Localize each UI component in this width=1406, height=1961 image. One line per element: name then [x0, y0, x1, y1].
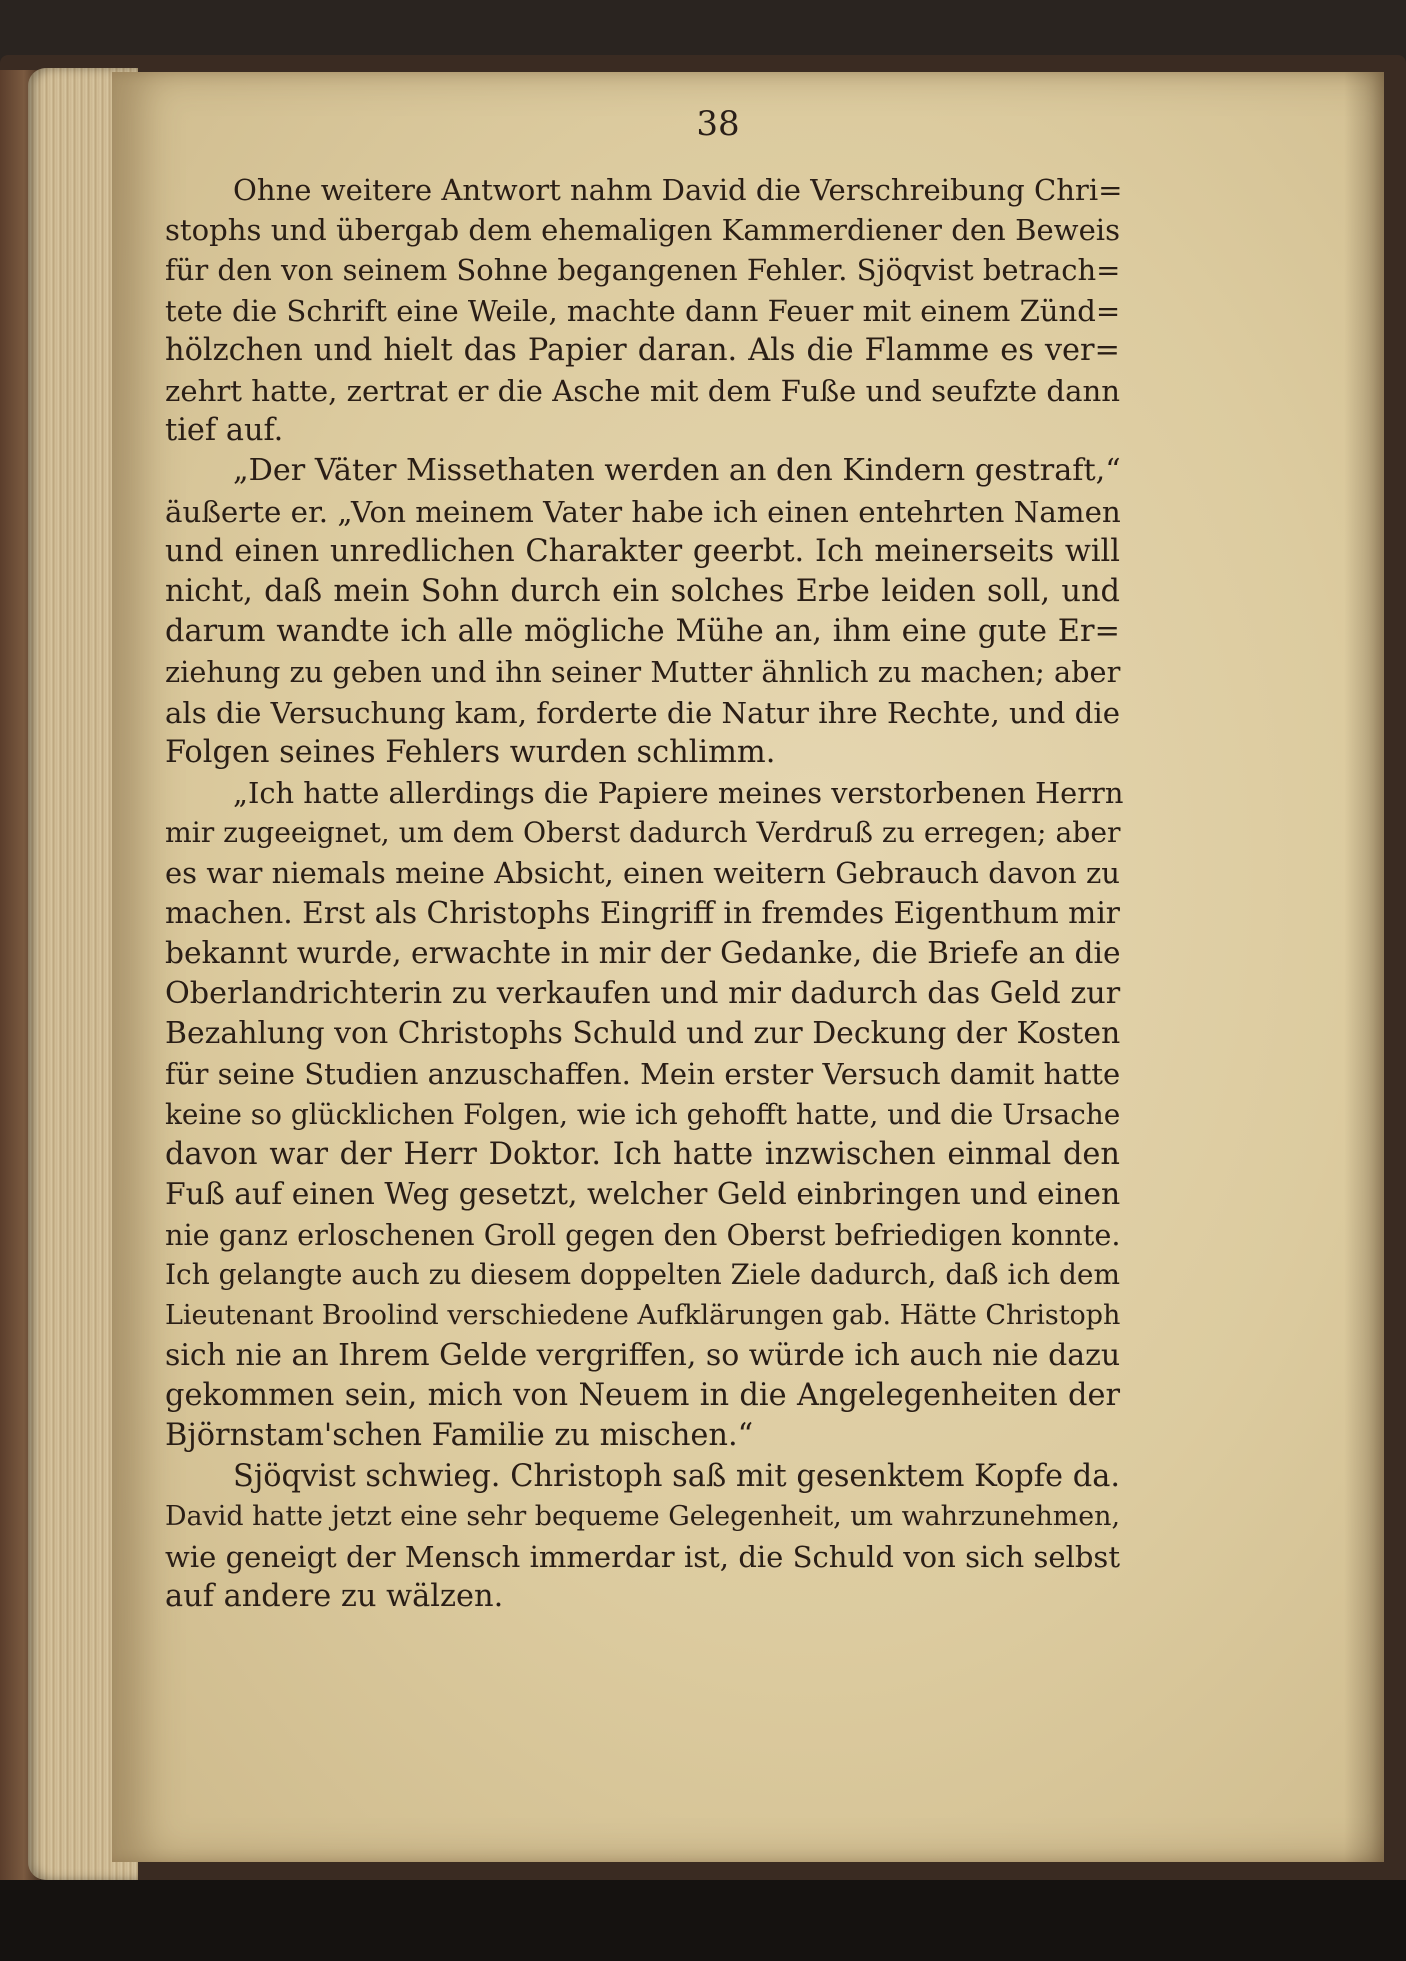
text-line: stophs und übergab dem ehemaligen Kammerdiener den Beweis: [165, 213, 1120, 248]
text-line: keine so glücklichen Folgen, wie ich gehofft hatte, und die Ursache: [165, 1097, 1121, 1131]
text-line: „Ich hatte allerdings die Papiere meines verstorbenen Herrn: [233, 776, 1124, 811]
text-line: als die Versuchung kam, forderte die Natur ihre Rechte, und die: [165, 695, 1120, 730]
text-line: Ich gelangte auch zu diesem doppelten Ziele dadurch, daß ich dem: [165, 1258, 1120, 1292]
text-line: zehrt hatte, zertrat er die Asche mit dem Fuße und seufzte dann: [165, 374, 1120, 409]
text-line: tete die Schrift eine Weile, machte dann Feuer mit einem Zünd=: [165, 293, 1121, 328]
text-line: davon war der Herr Doktor. Ich hatte inzwischen einmal den: [165, 1136, 1120, 1172]
text-line: Lieutenant Broolind verschiedene Aufklärungen gab. Hätte Christoph: [165, 1299, 1121, 1331]
text-line: nie ganz erloschenen Groll gegen den Oberst befriedigen konnte.: [165, 1218, 1121, 1253]
text-line: David hatte jetzt eine sehr bequeme Gelegenheit, um wahrzunehmen,: [165, 1500, 1120, 1532]
text-line: nicht, daß mein Sohn durch ein solches Erbe leiden soll, und: [165, 574, 1120, 610]
text-line: machen. Erst als Christophs Eingriff in fremdes Eigenthum mir: [165, 895, 1121, 931]
text-line: tief auf.: [165, 413, 284, 449]
text-line: darum wandte ich alle mögliche Mühe an, ihm eine gute Er=: [165, 614, 1120, 650]
text-line: gekommen sein, mich von Neuem in die Angelegenheiten der: [165, 1378, 1120, 1414]
text-line: äußerte er. „Von meinem Vater habe ich einen entehrten Namen: [165, 494, 1121, 529]
text-line: es war niemals meine Absicht, einen weitern Gebrauch davon zu: [165, 856, 1120, 891]
text-line: sich nie an Ihrem Gelde vergriffen, so würde ich auch nie dazu: [165, 1337, 1121, 1373]
text-line: bekannt wurde, erwachte in mir der Gedanke, die Briefe an die: [165, 935, 1121, 971]
text-line: Sjöqvist schwieg. Christoph saß mit gesenktem Kopfe da.: [233, 1458, 1120, 1494]
text-line: Oberlandrichterin zu verkaufen und mir dadurch das Geld zur: [165, 976, 1121, 1012]
text-line: für seine Studien anzuschaffen. Mein erster Versuch damit hatte: [165, 1057, 1121, 1092]
text-line: Ohne weitere Antwort nahm David die Verschreibung Chri=: [233, 173, 1123, 207]
text-line: mir zugeeignet, um dem Oberst dadurch Verdruß zu erregen; aber: [165, 816, 1121, 850]
text-line: auf andere zu wälzen.: [165, 1579, 504, 1615]
text-line: hölzchen und hielt das Papier daran. Als die Flamme es ver=: [165, 332, 1120, 368]
page-gutter-shadow: [1344, 72, 1384, 1862]
text-line: Bezahlung von Christophs Schuld und zur Deckung der Kosten: [165, 1016, 1121, 1052]
text-line: für den von seinem Sohne begangenen Fehler. Sjöqvist betrach=: [165, 253, 1121, 288]
scan-background-bottom: [0, 1880, 1406, 1961]
text-line: „Der Väter Missethaten werden an den Kindern gestraft,“: [233, 453, 1121, 489]
text-line: und einen unredlichen Charakter geerbt. Ich meinerseits will: [165, 533, 1120, 569]
text-line: wie geneigt der Mensch immerdar ist, die Schuld von sich selbst: [165, 1539, 1120, 1574]
page-number: 38: [696, 104, 740, 144]
text-line: Folgen seines Fehlers wurden schlimm.: [165, 734, 776, 770]
text-line: Fuß auf einen Weg gesetzt, welcher Geld einbringen und einen: [165, 1177, 1121, 1213]
body-text: [165, 170, 1124, 1617]
text-line: Björnstam'schen Familie zu mischen.“: [165, 1418, 754, 1454]
text-line: ziehung zu geben und ihn seiner Mutter ähnlich zu machen; aber: [165, 655, 1121, 690]
